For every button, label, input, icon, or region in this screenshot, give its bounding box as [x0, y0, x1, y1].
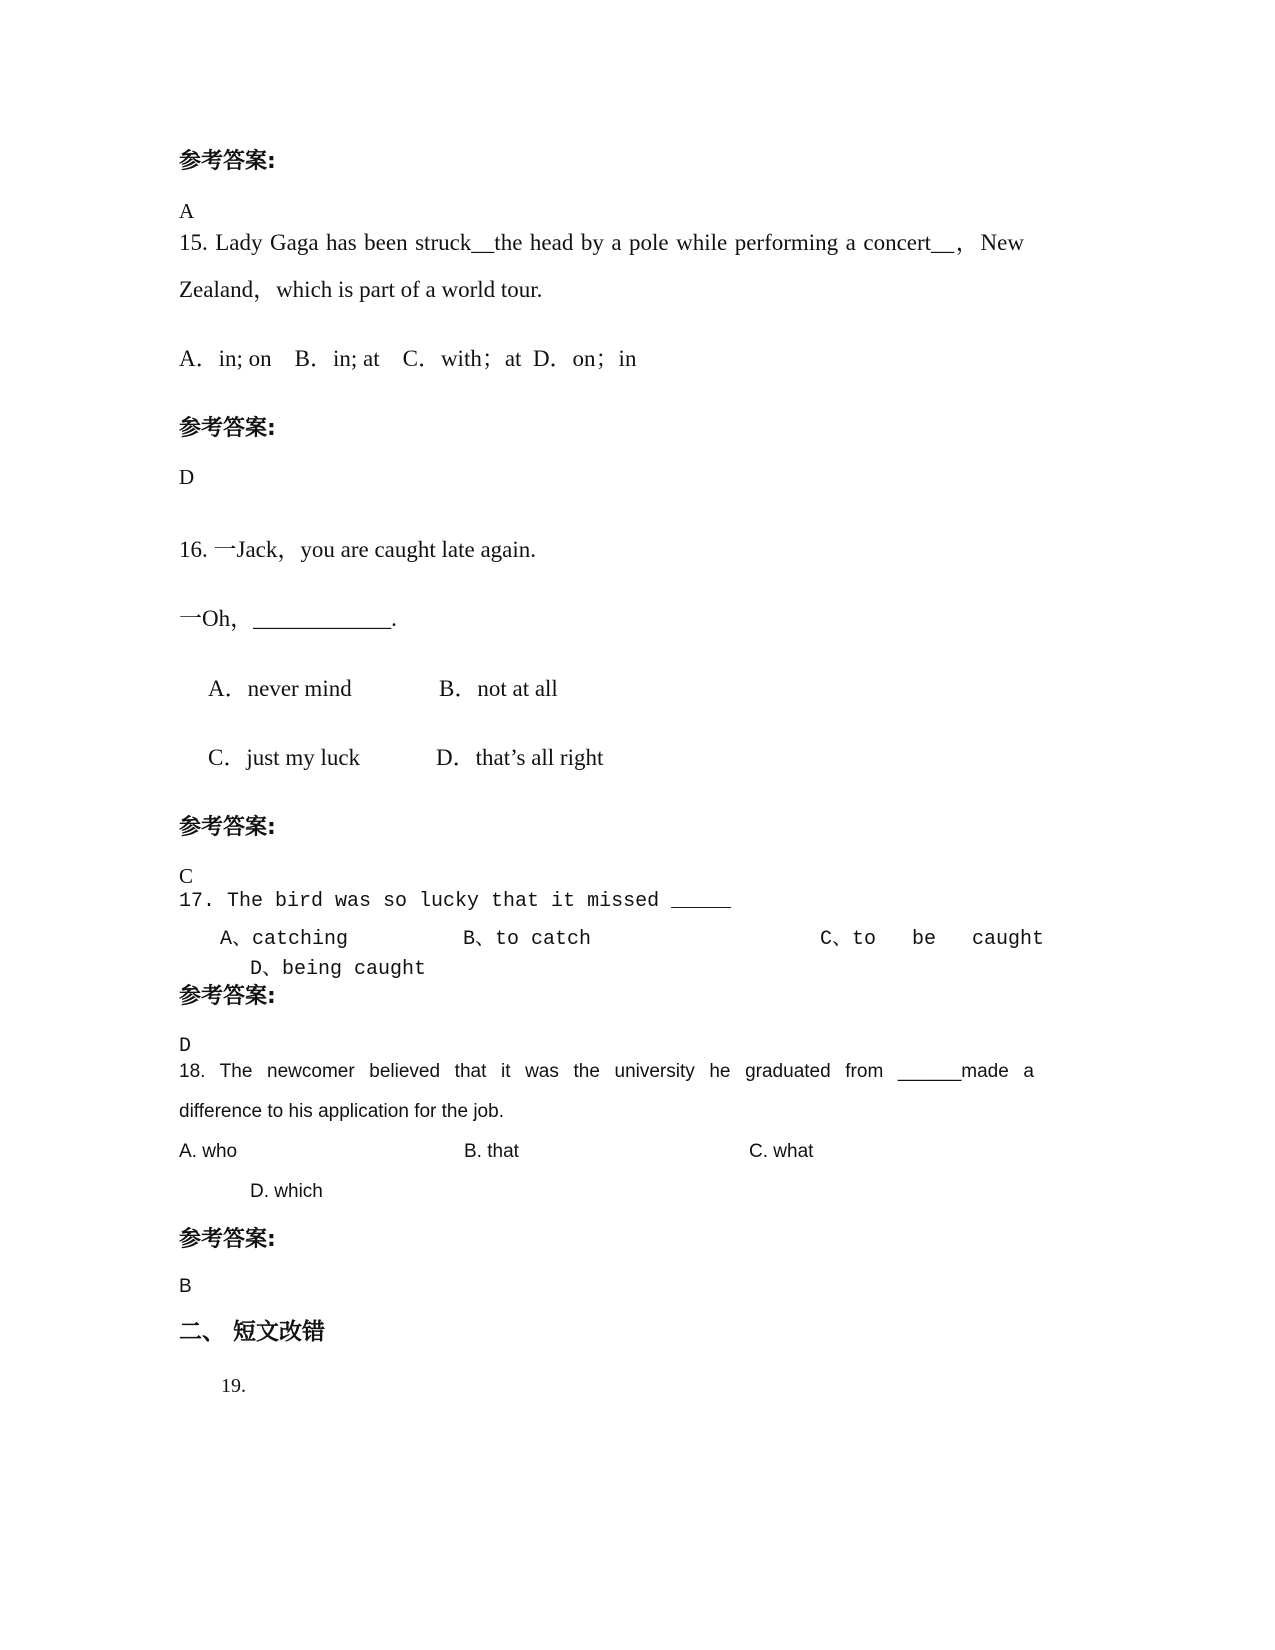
question-16-stem: 16. 一Jack，you are caught late again. — [179, 537, 537, 562]
question-16-reply: 一Oh，____________. — [179, 606, 397, 631]
question-18-line-1: 18. The newcomer believed that it was the university he graduated from ______made a — [179, 1061, 1034, 1082]
question-17-option-d: D、being caught — [250, 958, 427, 981]
answer-heading: 参考答案: — [179, 416, 276, 441]
question-17-option-c: C、to be caught — [820, 928, 1045, 951]
question-16-option-d: D．that’s all right — [436, 745, 604, 770]
answer-value: D — [179, 1035, 192, 1058]
answer-heading: 参考答案: — [179, 149, 276, 174]
answer-value: A — [179, 199, 195, 223]
question-17-stem: 17. The bird was so lucky that it missed _____ — [179, 890, 732, 913]
question-17-option-b: B、to catch — [463, 928, 592, 951]
question-15-line-2: Zealand，which is part of a world tour. — [179, 277, 543, 302]
question-15-line-1: 15. Lady Gaga has been struck__the head by a pole while performing a concert__，New — [179, 230, 1024, 255]
answer-value: C — [179, 864, 194, 888]
answer-heading: 参考答案: — [179, 815, 276, 840]
question-18-line-2: difference to his application for the job. — [179, 1101, 504, 1122]
answer-heading: 参考答案: — [179, 984, 276, 1009]
question-18-option-c: C. what — [749, 1141, 814, 1162]
answer-heading: 参考答案: — [179, 1227, 276, 1252]
question-15-options: A．in; on B．in; at C．with；at D．on；in — [179, 346, 637, 371]
question-17-option-a: A、catching — [220, 928, 349, 951]
answer-value: D — [179, 465, 195, 489]
question-18-option-d: D. which — [250, 1181, 323, 1202]
question-18-option-a: A. who — [179, 1141, 238, 1162]
question-19-number: 19. — [221, 1375, 246, 1397]
section-title: 二、 短文改错 — [179, 1319, 326, 1345]
question-18-option-b: B. that — [464, 1141, 519, 1162]
answer-value: B — [179, 1276, 192, 1297]
question-16-option-c: C．just my luck — [208, 745, 361, 770]
question-16-option-a: A．never mind — [208, 676, 352, 701]
question-16-option-b: B．not at all — [439, 676, 558, 701]
